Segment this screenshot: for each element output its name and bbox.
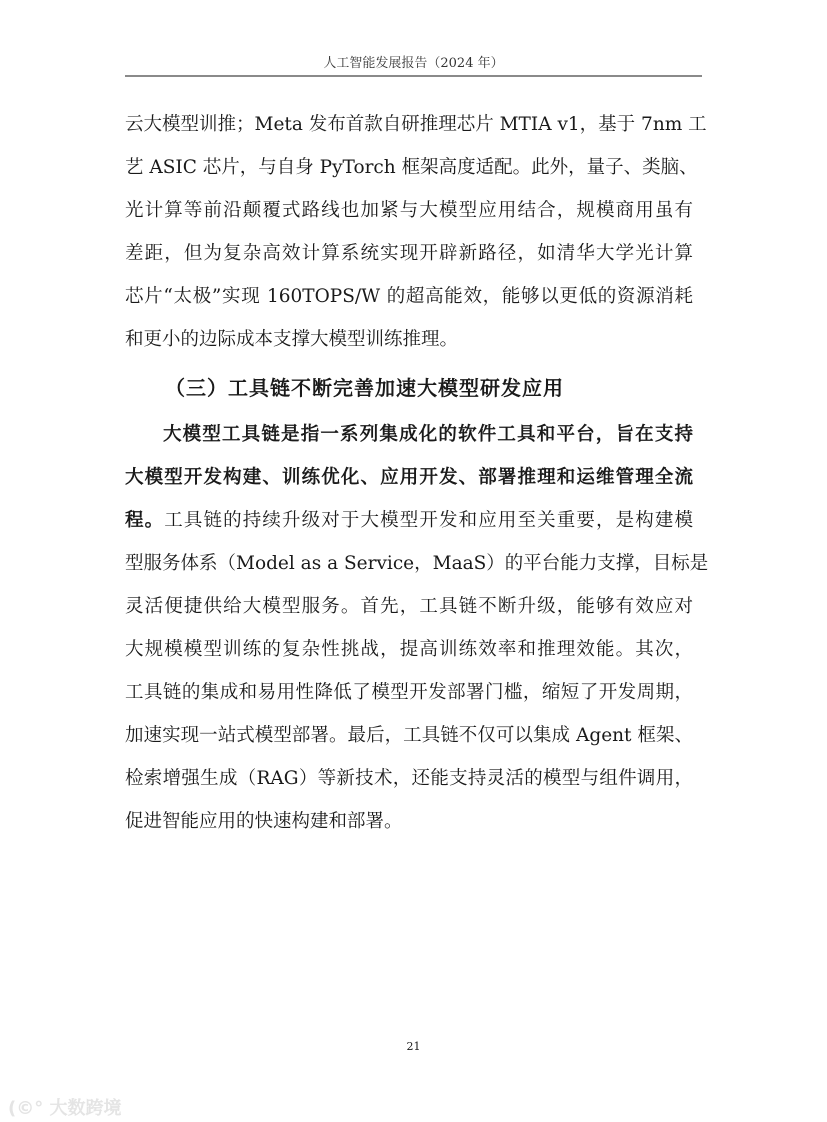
body-line: 型服务体系（Model as a Service，MaaS）的平台能力支撑，目标是 <box>125 553 709 574</box>
body-line-bold: 大模型开发构建、训练优化、应用开发、部署推理和运维管理全流 <box>125 467 693 488</box>
body-line: 灵活便捷供给大模型服务。首先，工具链不断升级，能够有效应对 <box>125 596 693 617</box>
section-heading: （三）工具链不断完善加速大模型研发应用 <box>165 376 564 400</box>
body-line: 和更小的边际成本支撑大模型训练推理。 <box>125 329 459 350</box>
watermark-logo: (©° 大数跨境 <box>8 1098 122 1119</box>
body-line: 加速实现一站式模型部署。最后，工具链不仅可以集成 Agent 框架、 <box>125 725 693 746</box>
bold-segment: 程。 <box>125 510 165 531</box>
body-line-mixed <box>125 509 693 533</box>
body-line: 光计算等前沿颠覆式路线也加紧与大模型应用结合，规模商用虽有 <box>125 200 693 221</box>
body-line: 云大模型训推；Meta 发布首款自研推理芯片 MTIA v1，基于 7nm 工 <box>125 114 707 135</box>
normal-segment: 工具链的持续升级对于大模型开发和应用至关重要，是构建模 <box>164 510 693 531</box>
watermark-text: 大数跨境 <box>49 1098 122 1119</box>
running-header: 人工智能发展报告（2024 年） <box>323 56 504 71</box>
body-line: 检索增强生成（RAG）等新技术，还能支持灵活的模型与组件调用， <box>125 768 693 789</box>
body-line: 艺 ASIC 芯片，与自身 PyTorch 框架高度适配。此外，量子、类脑、 <box>125 157 698 178</box>
body-line-bold: 大模型工具链是指一系列集成化的软件工具和平台，旨在支持 <box>163 424 693 445</box>
page-number: 21 <box>406 1040 421 1053</box>
body-line: 促进智能应用的快速构建和部署。 <box>125 811 403 832</box>
header-divider <box>125 75 702 77</box>
body-line: 芯片“太极”实现 160TOPS/W 的超高能效，能够以更低的资源消耗 <box>125 286 693 307</box>
body-line: 工具链的集成和易用性降低了模型开发部署门槛，缩短了开发周期， <box>125 682 693 703</box>
body-line: 大规模模型训练的复杂性挑战，提高训练效率和推理效能。其次， <box>125 639 693 660</box>
body-line: 差距，但为复杂高效计算系统实现开辟新路径，如清华大学光计算 <box>125 243 693 264</box>
